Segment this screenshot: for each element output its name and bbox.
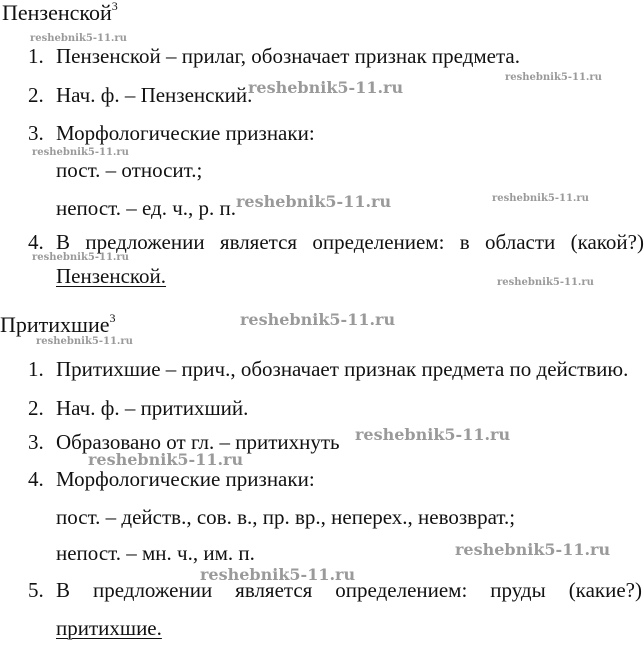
item-number: 3.	[28, 430, 44, 454]
heading-superscript: 3	[109, 310, 116, 325]
item-number: 3.	[28, 121, 44, 145]
word: является	[219, 230, 298, 254]
item-text: Морфологические признаки:	[56, 467, 315, 491]
watermark: reshebnik5-11.ru	[36, 336, 133, 347]
word: В	[56, 230, 71, 254]
item-number: 4.	[28, 230, 44, 254]
watermark: reshebnik5-11.ru	[248, 78, 404, 97]
word: области	[485, 230, 556, 254]
item-number: 1.	[28, 44, 44, 68]
word: (какие?)	[568, 578, 642, 602]
heading-superscript: 3	[111, 0, 118, 13]
watermark: reshebnik5-11.ru	[497, 277, 594, 288]
word: предложении	[85, 230, 205, 254]
item-number: 2.	[28, 83, 44, 107]
watermark: reshebnik5-11.ru	[455, 540, 611, 559]
item-text	[56, 230, 644, 254]
underlined-word: притихшие.	[56, 616, 162, 640]
word: пруды	[490, 578, 546, 602]
watermark: reshebnik5-11.ru	[88, 450, 244, 469]
word: (какой?)	[570, 230, 644, 254]
word: В	[56, 578, 71, 602]
sub-line: непост. – мн. ч., им. п.	[56, 541, 255, 565]
watermark: reshebnik5-11.ru	[240, 310, 396, 329]
item-text: Образовано от гл. – притихнуть	[56, 430, 340, 454]
item-number: 2.	[28, 396, 44, 420]
word: является	[235, 578, 313, 602]
item-number: 5.	[28, 578, 44, 602]
word: определением:	[312, 230, 445, 254]
item-number: 4.	[28, 467, 44, 491]
underlined-word: Пензенской.	[56, 264, 167, 288]
item-text: Нач. ф. – Пензенский.	[56, 83, 253, 107]
watermark: reshebnik5-11.ru	[492, 193, 589, 204]
watermark: reshebnik5-11.ru	[505, 72, 602, 83]
heading-word: Притихшие	[0, 312, 110, 337]
watermark: reshebnik5-11.ru	[32, 252, 129, 263]
sub-line	[56, 616, 162, 640]
watermark: reshebnik5-11.ru	[30, 33, 127, 44]
heading-word: Пензенской	[2, 0, 112, 25]
watermark: reshebnik5-11.ru	[236, 192, 392, 211]
item-text: Притихшие – прич., обозначает признак предмета по действию.	[56, 357, 629, 381]
watermark: reshebnik5-11.ru	[355, 425, 511, 444]
word: в	[459, 230, 470, 254]
item-text: Пензенской – прилаг, обозначает признак предмета.	[56, 44, 520, 68]
item-text: Нач. ф. – притихший.	[56, 396, 249, 420]
sub-line: пост. – относит.;	[56, 158, 203, 182]
item-text: Морфологические признаки:	[56, 121, 315, 145]
sub-line	[56, 264, 166, 288]
sub-line: непост. – ед. ч., р. п.	[56, 196, 237, 220]
watermark: reshebnik5-11.ru	[32, 147, 129, 158]
watermark: reshebnik5-11.ru	[200, 565, 356, 584]
word: определением:	[335, 578, 468, 602]
section-heading	[0, 312, 116, 338]
word: предложении	[92, 578, 213, 602]
sub-line: пост. – действ., сов. в., пр. вр., неперех., невозврат.;	[56, 505, 516, 529]
item-number: 1.	[28, 357, 44, 381]
section-heading	[2, 0, 118, 26]
